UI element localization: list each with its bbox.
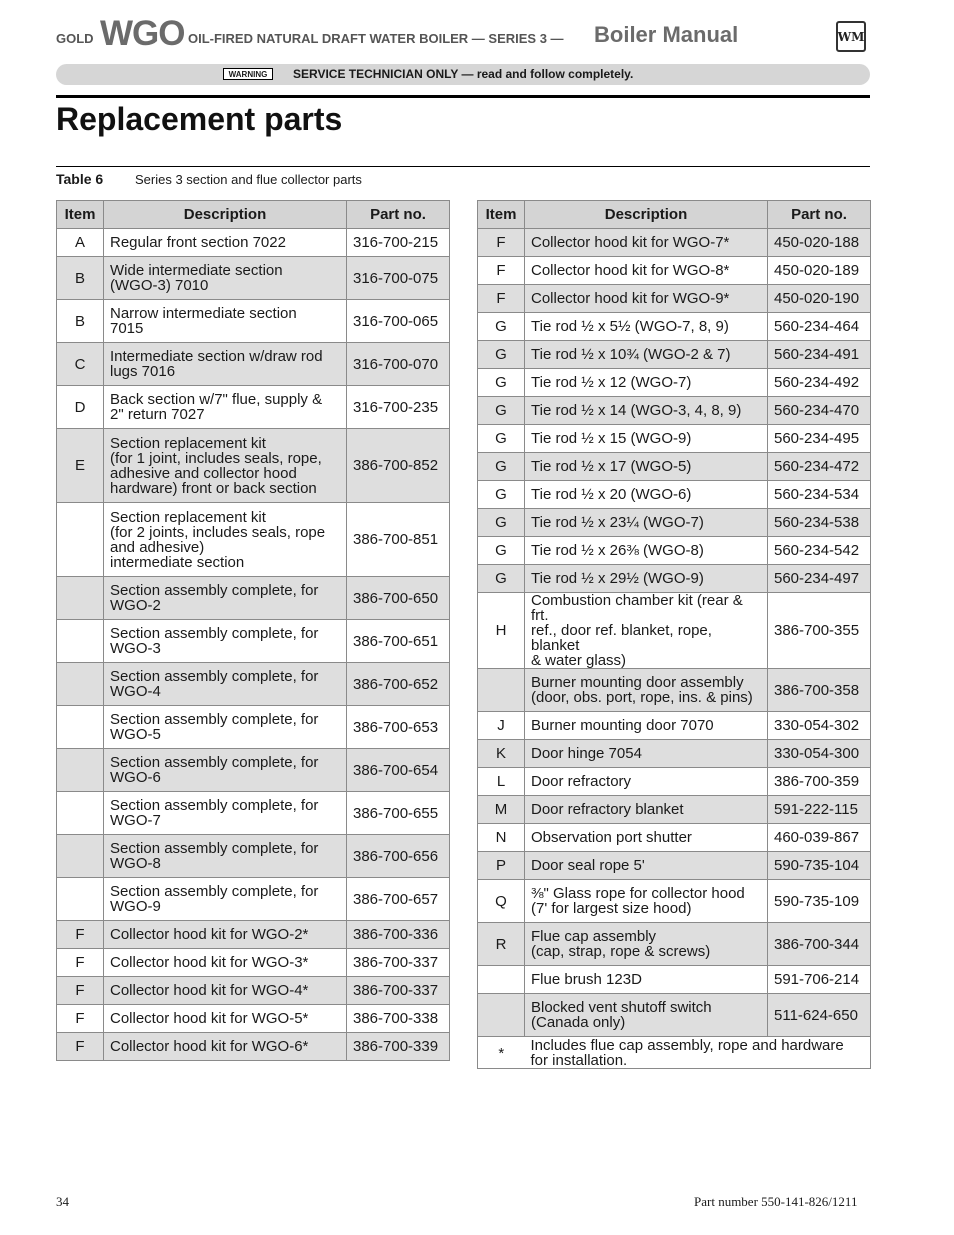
item-cell: F	[57, 1005, 104, 1033]
table-row	[57, 706, 450, 749]
part-number-cell: 316-700-070	[347, 343, 450, 386]
table-row	[478, 313, 871, 341]
footnote-row	[478, 1037, 871, 1069]
description-cell: Section replacement kit (for 2 joints, includes seals, rope and adhesive) intermediate section	[104, 503, 347, 577]
table-row	[57, 620, 450, 663]
part-number-cell: 330-054-302	[768, 712, 871, 740]
part-number-cell: 386-700-852	[347, 429, 450, 503]
item-cell: C	[57, 343, 104, 386]
table-label: Table 6	[56, 171, 104, 187]
table-row	[57, 300, 450, 343]
table-row	[57, 503, 450, 577]
description-cell: Collector hood kit for WGO-9*	[525, 285, 768, 313]
description-cell: Narrow intermediate section 7015	[104, 300, 347, 343]
item-cell	[57, 835, 104, 878]
description-cell: Collector hood kit for WGO-4*	[104, 977, 347, 1005]
table-row	[478, 481, 871, 509]
item-cell: G	[478, 537, 525, 565]
part-number-cell: 560-234-472	[768, 453, 871, 481]
part-number-cell: 386-700-654	[347, 749, 450, 792]
table-row	[57, 577, 450, 620]
item-cell: B	[57, 300, 104, 343]
table-row	[478, 229, 871, 257]
item-cell: N	[478, 824, 525, 852]
description-cell: Burner mounting door assembly (door, obs. port, rope, ins. & pins)	[525, 669, 768, 712]
part-number-cell: 590-735-104	[768, 852, 871, 880]
item-cell: B	[57, 257, 104, 300]
footnote-text: Includes flue cap assembly, rope and hardware for installation.	[525, 1037, 871, 1069]
item-cell: F	[478, 257, 525, 285]
item-cell	[57, 577, 104, 620]
description-cell: Section assembly complete, for WGO-9	[104, 878, 347, 921]
table-row	[478, 397, 871, 425]
part-number-cell: 386-700-355	[768, 593, 871, 669]
item-cell: G	[478, 369, 525, 397]
document-part-number: Part number 550-141-826/1211	[694, 1194, 858, 1209]
item-cell: G	[478, 509, 525, 537]
brand-logo: WM	[836, 21, 866, 52]
page-number: 34	[56, 1194, 69, 1209]
part-number-cell: 316-700-215	[347, 229, 450, 257]
item-cell: H	[478, 593, 525, 669]
part-number-cell: 386-700-337	[347, 949, 450, 977]
description-cell: Back section w/7" flue, supply & 2" return 7027	[104, 386, 347, 429]
description-cell: Door seal rope 5'	[525, 852, 768, 880]
item-cell	[57, 503, 104, 577]
part-number-cell: 386-700-657	[347, 878, 450, 921]
table-row	[57, 343, 450, 386]
item-cell: G	[478, 397, 525, 425]
part-number-cell: 560-234-464	[768, 313, 871, 341]
description-cell: Tie rod ½ x 23¼ (WGO-7)	[525, 509, 768, 537]
table-row	[57, 229, 450, 257]
description-cell: Section assembly complete, for WGO-6	[104, 749, 347, 792]
item-cell: F	[478, 229, 525, 257]
item-cell: F	[478, 285, 525, 313]
description-cell: Section assembly complete, for WGO-5	[104, 706, 347, 749]
column-header-part: Part no.	[347, 201, 450, 229]
description-cell: Collector hood kit for WGO-5*	[104, 1005, 347, 1033]
table-row	[57, 257, 450, 300]
item-cell: A	[57, 229, 104, 257]
table-row	[478, 285, 871, 313]
part-number-cell: 560-234-470	[768, 397, 871, 425]
warning-text: SERVICE TECHNICIAN ONLY — read and follow completely.	[293, 67, 634, 81]
header-wgo: WGO	[100, 14, 185, 53]
table-row	[478, 852, 871, 880]
part-number-cell: 386-700-655	[347, 792, 450, 835]
footnote-symbol: *	[478, 1037, 525, 1069]
item-cell	[478, 966, 525, 994]
page-title: Replacement parts	[56, 101, 343, 137]
table-row	[478, 740, 871, 768]
item-cell: G	[478, 313, 525, 341]
table-row	[478, 712, 871, 740]
table-row	[478, 453, 871, 481]
part-number-cell: 316-700-065	[347, 300, 450, 343]
item-cell: Q	[478, 880, 525, 923]
table-row	[478, 509, 871, 537]
table-row	[57, 749, 450, 792]
part-number-cell: 450-020-190	[768, 285, 871, 313]
description-cell: Tie rod ½ x 20 (WGO-6)	[525, 481, 768, 509]
description-cell: Regular front section 7022	[104, 229, 347, 257]
description-cell: Section assembly complete, for WGO-2	[104, 577, 347, 620]
table-row	[478, 369, 871, 397]
description-cell: Tie rod ½ x 14 (WGO-3, 4, 8, 9)	[525, 397, 768, 425]
title-rule	[56, 166, 870, 167]
item-cell: G	[478, 425, 525, 453]
part-number-cell: 386-700-656	[347, 835, 450, 878]
table-row	[478, 966, 871, 994]
item-cell	[57, 663, 104, 706]
table-row	[478, 669, 871, 712]
part-number-cell: 560-234-495	[768, 425, 871, 453]
item-cell: P	[478, 852, 525, 880]
part-number-cell: 316-700-075	[347, 257, 450, 300]
table-row	[57, 386, 450, 429]
header-title: OIL-FIRED NATURAL DRAFT WATER BOILER — SERIES 3 —	[188, 31, 564, 46]
part-number-cell: 591-706-214	[768, 966, 871, 994]
description-cell: Section assembly complete, for WGO-3	[104, 620, 347, 663]
description-cell: Section assembly complete, for WGO-7	[104, 792, 347, 835]
description-cell: Collector hood kit for WGO-7*	[525, 229, 768, 257]
item-cell: K	[478, 740, 525, 768]
description-cell: Tie rod ½ x 17 (WGO-5)	[525, 453, 768, 481]
part-number-cell: 590-735-109	[768, 880, 871, 923]
description-cell: Tie rod ½ x 29½ (WGO-9)	[525, 565, 768, 593]
part-number-cell: 386-700-338	[347, 1005, 450, 1033]
table-row	[57, 663, 450, 706]
part-number-cell: 460-039-867	[768, 824, 871, 852]
description-cell: Wide intermediate section (WGO-3) 7010	[104, 257, 347, 300]
part-number-cell: 386-700-358	[768, 669, 871, 712]
item-cell: F	[57, 949, 104, 977]
header-manual: Boiler Manual	[594, 22, 739, 47]
item-cell: G	[478, 481, 525, 509]
description-cell: Door refractory	[525, 768, 768, 796]
description-cell: Tie rod ½ x 15 (WGO-9)	[525, 425, 768, 453]
table-row	[57, 1005, 450, 1033]
part-number-cell: 386-700-651	[347, 620, 450, 663]
description-cell: Tie rod ½ x 12 (WGO-7)	[525, 369, 768, 397]
part-number-cell: 560-234-542	[768, 537, 871, 565]
description-cell: Collector hood kit for WGO-6*	[104, 1033, 347, 1061]
description-cell: Tie rod ½ x 10¾ (WGO-2 & 7)	[525, 341, 768, 369]
part-number-cell: 591-222-115	[768, 796, 871, 824]
item-cell: J	[478, 712, 525, 740]
item-cell	[478, 669, 525, 712]
item-cell	[57, 792, 104, 835]
description-cell: Section replacement kit (for 1 joint, includes seals, rope, adhesive and collector hood hardware) front or back section	[104, 429, 347, 503]
part-number-cell: 450-020-188	[768, 229, 871, 257]
part-number-cell: 386-700-336	[347, 921, 450, 949]
part-number-cell: 386-700-337	[347, 977, 450, 1005]
item-cell: F	[57, 921, 104, 949]
description-cell: ⅜" Glass rope for collector hood (7' for largest size hood)	[525, 880, 768, 923]
part-number-cell: 386-700-359	[768, 768, 871, 796]
description-cell: Observation port shutter	[525, 824, 768, 852]
part-number-cell: 386-700-653	[347, 706, 450, 749]
table-row	[57, 1033, 450, 1061]
table-row	[478, 257, 871, 285]
table-row	[57, 835, 450, 878]
column-header-description: Description	[525, 201, 768, 229]
table-caption: Series 3 section and flue collector parts	[135, 172, 362, 187]
column-header-item: Item	[57, 201, 104, 229]
table-row	[478, 796, 871, 824]
table-row	[478, 768, 871, 796]
item-cell	[57, 620, 104, 663]
description-cell: Blocked vent shutoff switch (Canada only)	[525, 994, 768, 1037]
table-header-row	[57, 201, 450, 229]
table-header-row	[478, 201, 871, 229]
table-row	[478, 593, 871, 669]
item-cell: M	[478, 796, 525, 824]
description-cell: Flue brush 123D	[525, 966, 768, 994]
table-row	[478, 537, 871, 565]
item-cell: G	[478, 565, 525, 593]
table-row	[478, 994, 871, 1037]
description-cell: Combustion chamber kit (rear & frt. ref., door ref. blanket, rope, blanket & water glass)	[525, 593, 768, 669]
table-row	[57, 921, 450, 949]
column-header-description: Description	[104, 201, 347, 229]
table-row	[57, 949, 450, 977]
part-number-cell: 386-700-339	[347, 1033, 450, 1061]
part-number-cell: 386-700-650	[347, 577, 450, 620]
item-cell: L	[478, 768, 525, 796]
item-cell	[57, 706, 104, 749]
part-number-cell: 450-020-189	[768, 257, 871, 285]
part-number-cell: 560-234-497	[768, 565, 871, 593]
column-header-item: Item	[478, 201, 525, 229]
description-cell: Collector hood kit for WGO-3*	[104, 949, 347, 977]
parts-table-left	[56, 200, 450, 1061]
part-number-cell: 560-234-491	[768, 341, 871, 369]
table-row	[57, 429, 450, 503]
part-number-cell: 386-700-652	[347, 663, 450, 706]
item-cell	[57, 878, 104, 921]
item-cell	[478, 994, 525, 1037]
table-row	[57, 977, 450, 1005]
column-header-part: Part no.	[768, 201, 871, 229]
description-cell: Intermediate section w/draw rod lugs 7016	[104, 343, 347, 386]
item-cell: F	[57, 977, 104, 1005]
description-cell: Section assembly complete, for WGO-4	[104, 663, 347, 706]
part-number-cell: 386-700-344	[768, 923, 871, 966]
item-cell	[57, 749, 104, 792]
parts-table-right	[477, 200, 871, 1069]
part-number-cell: 316-700-235	[347, 386, 450, 429]
description-cell: Collector hood kit for WGO-8*	[525, 257, 768, 285]
warning-badge: WARNING	[223, 68, 273, 80]
description-cell: Collector hood kit for WGO-2*	[104, 921, 347, 949]
description-cell: Flue cap assembly (cap, strap, rope & screws)	[525, 923, 768, 966]
item-cell: D	[57, 386, 104, 429]
description-cell: Door hinge 7054	[525, 740, 768, 768]
item-cell: E	[57, 429, 104, 503]
item-cell: R	[478, 923, 525, 966]
part-number-cell: 560-234-534	[768, 481, 871, 509]
item-cell: G	[478, 341, 525, 369]
description-cell: Tie rod ½ x 5½ (WGO-7, 8, 9)	[525, 313, 768, 341]
description-cell: Door refractory blanket	[525, 796, 768, 824]
table-row	[478, 425, 871, 453]
table-row	[57, 878, 450, 921]
table-row	[478, 341, 871, 369]
header-rule	[56, 95, 870, 98]
description-cell: Burner mounting door 7070	[525, 712, 768, 740]
table-row	[478, 565, 871, 593]
table-row	[478, 824, 871, 852]
part-number-cell: 560-234-538	[768, 509, 871, 537]
item-cell: F	[57, 1033, 104, 1061]
part-number-cell: 511-624-650	[768, 994, 871, 1037]
header-gold: GOLD	[56, 31, 94, 46]
table-row	[57, 792, 450, 835]
part-number-cell: 386-700-851	[347, 503, 450, 577]
description-cell: Tie rod ½ x 26⅜ (WGO-8)	[525, 537, 768, 565]
table-row	[478, 880, 871, 923]
table-row	[478, 923, 871, 966]
part-number-cell: 560-234-492	[768, 369, 871, 397]
part-number-cell: 330-054-300	[768, 740, 871, 768]
item-cell: G	[478, 453, 525, 481]
description-cell: Section assembly complete, for WGO-8	[104, 835, 347, 878]
